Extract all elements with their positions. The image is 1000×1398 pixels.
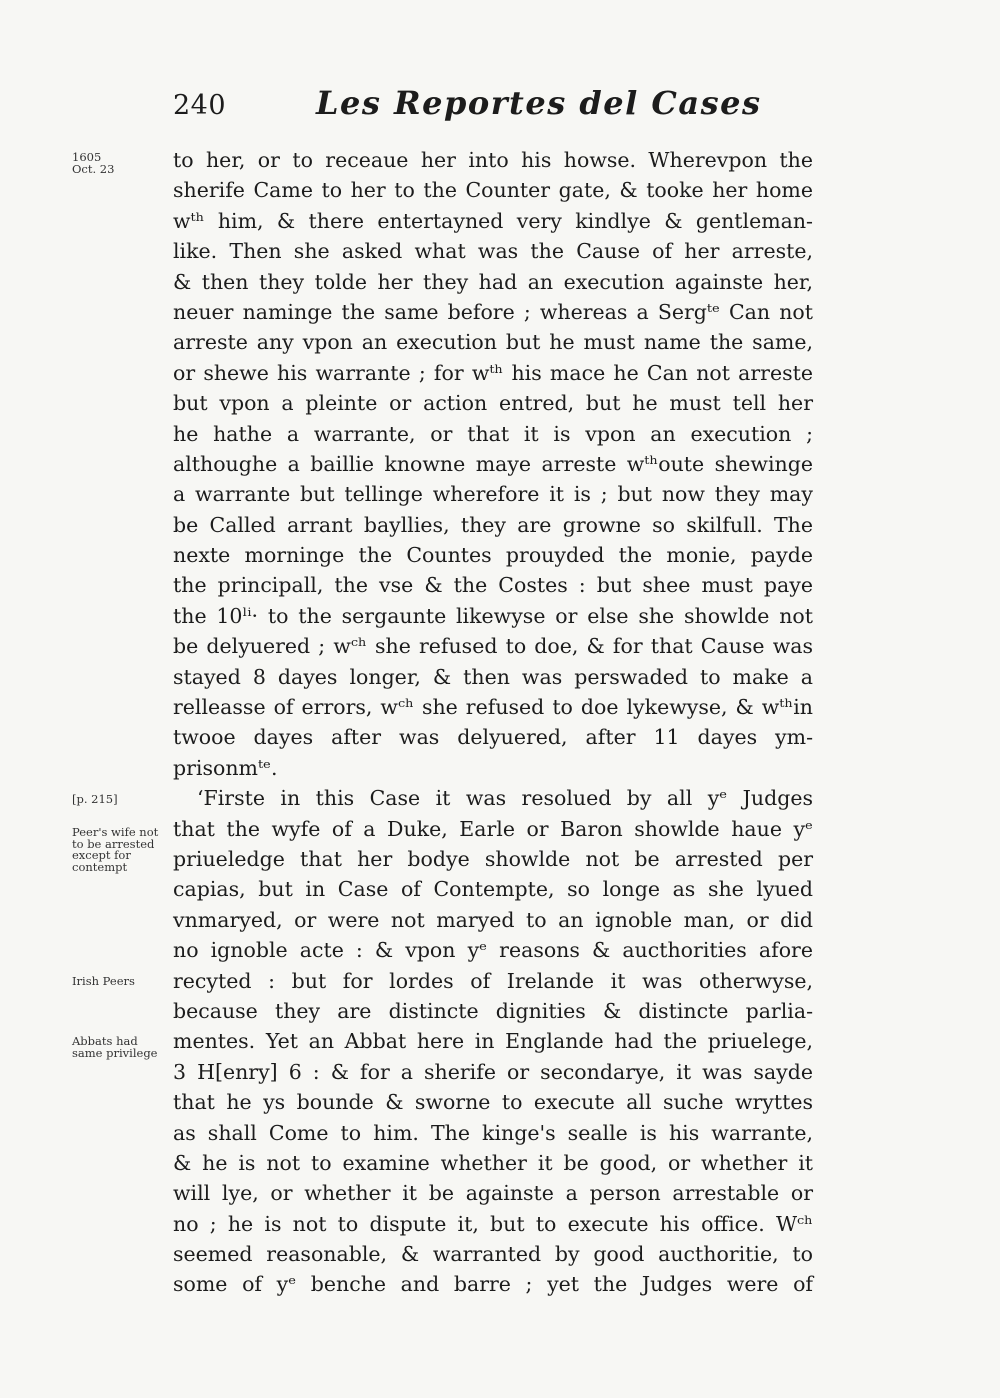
text-line: priueledge that her bodye showlde not be arrested per	[173, 846, 813, 871]
text-line: some of yᵉ benche and barre ; yet the Judges were of	[173, 1272, 813, 1297]
text-line: that the wyfe of a Duke, Earle or Baron showlde haue yᵉ	[173, 816, 813, 841]
text-line: capias, but in Case of Contempte, so longe as she lyued	[173, 877, 813, 902]
text-line: relleasse of errors, wᶜʰ she refused to doe lykewyse, & wᵗʰin	[173, 695, 813, 720]
margin-note-page-ref: [p. 215]	[72, 792, 118, 806]
text-line: prisonmᵗᵉ.	[173, 755, 278, 780]
body-text	[173, 145, 813, 1300]
text-line: stayed 8 dayes longer, & then was perswaded to make a	[173, 664, 813, 689]
text-line: althoughe a baillie knowne maye arreste wᵗʰoute shewinge	[173, 451, 813, 476]
text-line: because they are distincte dignities & distincte parlia-	[173, 998, 813, 1023]
text-line: but vpon a pleinte or action entred, but he must tell her	[173, 391, 813, 416]
text-line: seemed reasonable, & warranted by good aucthoritie, to	[173, 1242, 813, 1267]
text-line: arreste any vpon an execution but he must name the same,	[173, 330, 813, 355]
text-line: ‘Firste in this Case it was resolued by all yᵉ Judges	[197, 786, 813, 811]
text-line: sherife Came to her to the Counter gate, & tooke her home	[173, 178, 813, 203]
margin-note-irish-peers: Irish Peers	[72, 974, 135, 988]
text-line: the principall, the vse & the Costes : but shee must paye	[173, 573, 813, 598]
text-line: twooe dayes after was delyuered, after 11 dayes ym-	[173, 725, 813, 750]
text-line: be delyuered ; wᶜʰ she refused to doe, & for that Cause was	[173, 634, 813, 659]
margin-note-abbats: Abbats had same privilege	[72, 1034, 158, 1060]
text-line: the 10ˡⁱ· to the sergaunte likewyse or else she showlde not	[173, 603, 813, 628]
text-line: to her, or to receaue her into his howse. Wherevpon the	[173, 148, 813, 172]
text-line: a warrante but tellinge wherefore it is ; but now they may	[173, 482, 813, 507]
text-line: no ignoble acte : & vpon yᵉ reasons & aucthorities afore	[173, 938, 813, 963]
margin-note-peers-wife: Peer's wife not to be arrested except for contempt	[72, 825, 159, 874]
text-line: or shewe his warrante ; for wᵗʰ his mace he Can not arreste	[173, 360, 813, 385]
text-line: he hathe a warrante, or that it is vpon an execution ;	[173, 421, 813, 446]
text-line: as shall Come to him. The kinge's sealle is his warrante,	[173, 1120, 813, 1145]
running-title: Les Reportes del Cases	[316, 84, 762, 122]
text-line: wᵗʰ him, & there entertayned very kindlye & gentleman-	[173, 208, 813, 233]
text-line: vnmaryed, or were not maryed to an ignoble man, or did	[173, 907, 813, 932]
margin-note-date: 1605 Oct. 23	[72, 150, 115, 176]
text-line: be Called arrant bayllies, they are growne so skilfull. The	[173, 512, 813, 537]
text-line: that he ys bounde & sworne to execute all suche wryttes	[173, 1090, 813, 1115]
text-line: will lye, or whether it be againste a person arrestable or	[173, 1181, 813, 1206]
text-line: & he is not to examine whether it be good, or whether it	[173, 1150, 813, 1175]
text-line: recyted : but for lordes of Irelande it was otherwyse,	[173, 968, 813, 993]
text-line: 3 H[enry] 6 : & for a sherife or secondarye, it was sayde	[173, 1059, 813, 1084]
text-line: & then they tolde her they had an execution againste her,	[173, 269, 813, 294]
text-line: neuer naminge the same before ; whereas a Sergᵗᵉ Can not	[173, 299, 813, 324]
text-line: mentes. Yet an Abbat here in Englande had the priuelege,	[173, 1029, 813, 1054]
text-line: nexte morninge the Countes prouyded the monie, payde	[173, 543, 813, 568]
page-number: 240	[173, 90, 227, 121]
text-line: like. Then she asked what was the Cause of her arreste,	[173, 239, 813, 264]
text-line: no ; he is not to dispute it, but to execute his office. Wᶜʰ	[173, 1211, 813, 1236]
